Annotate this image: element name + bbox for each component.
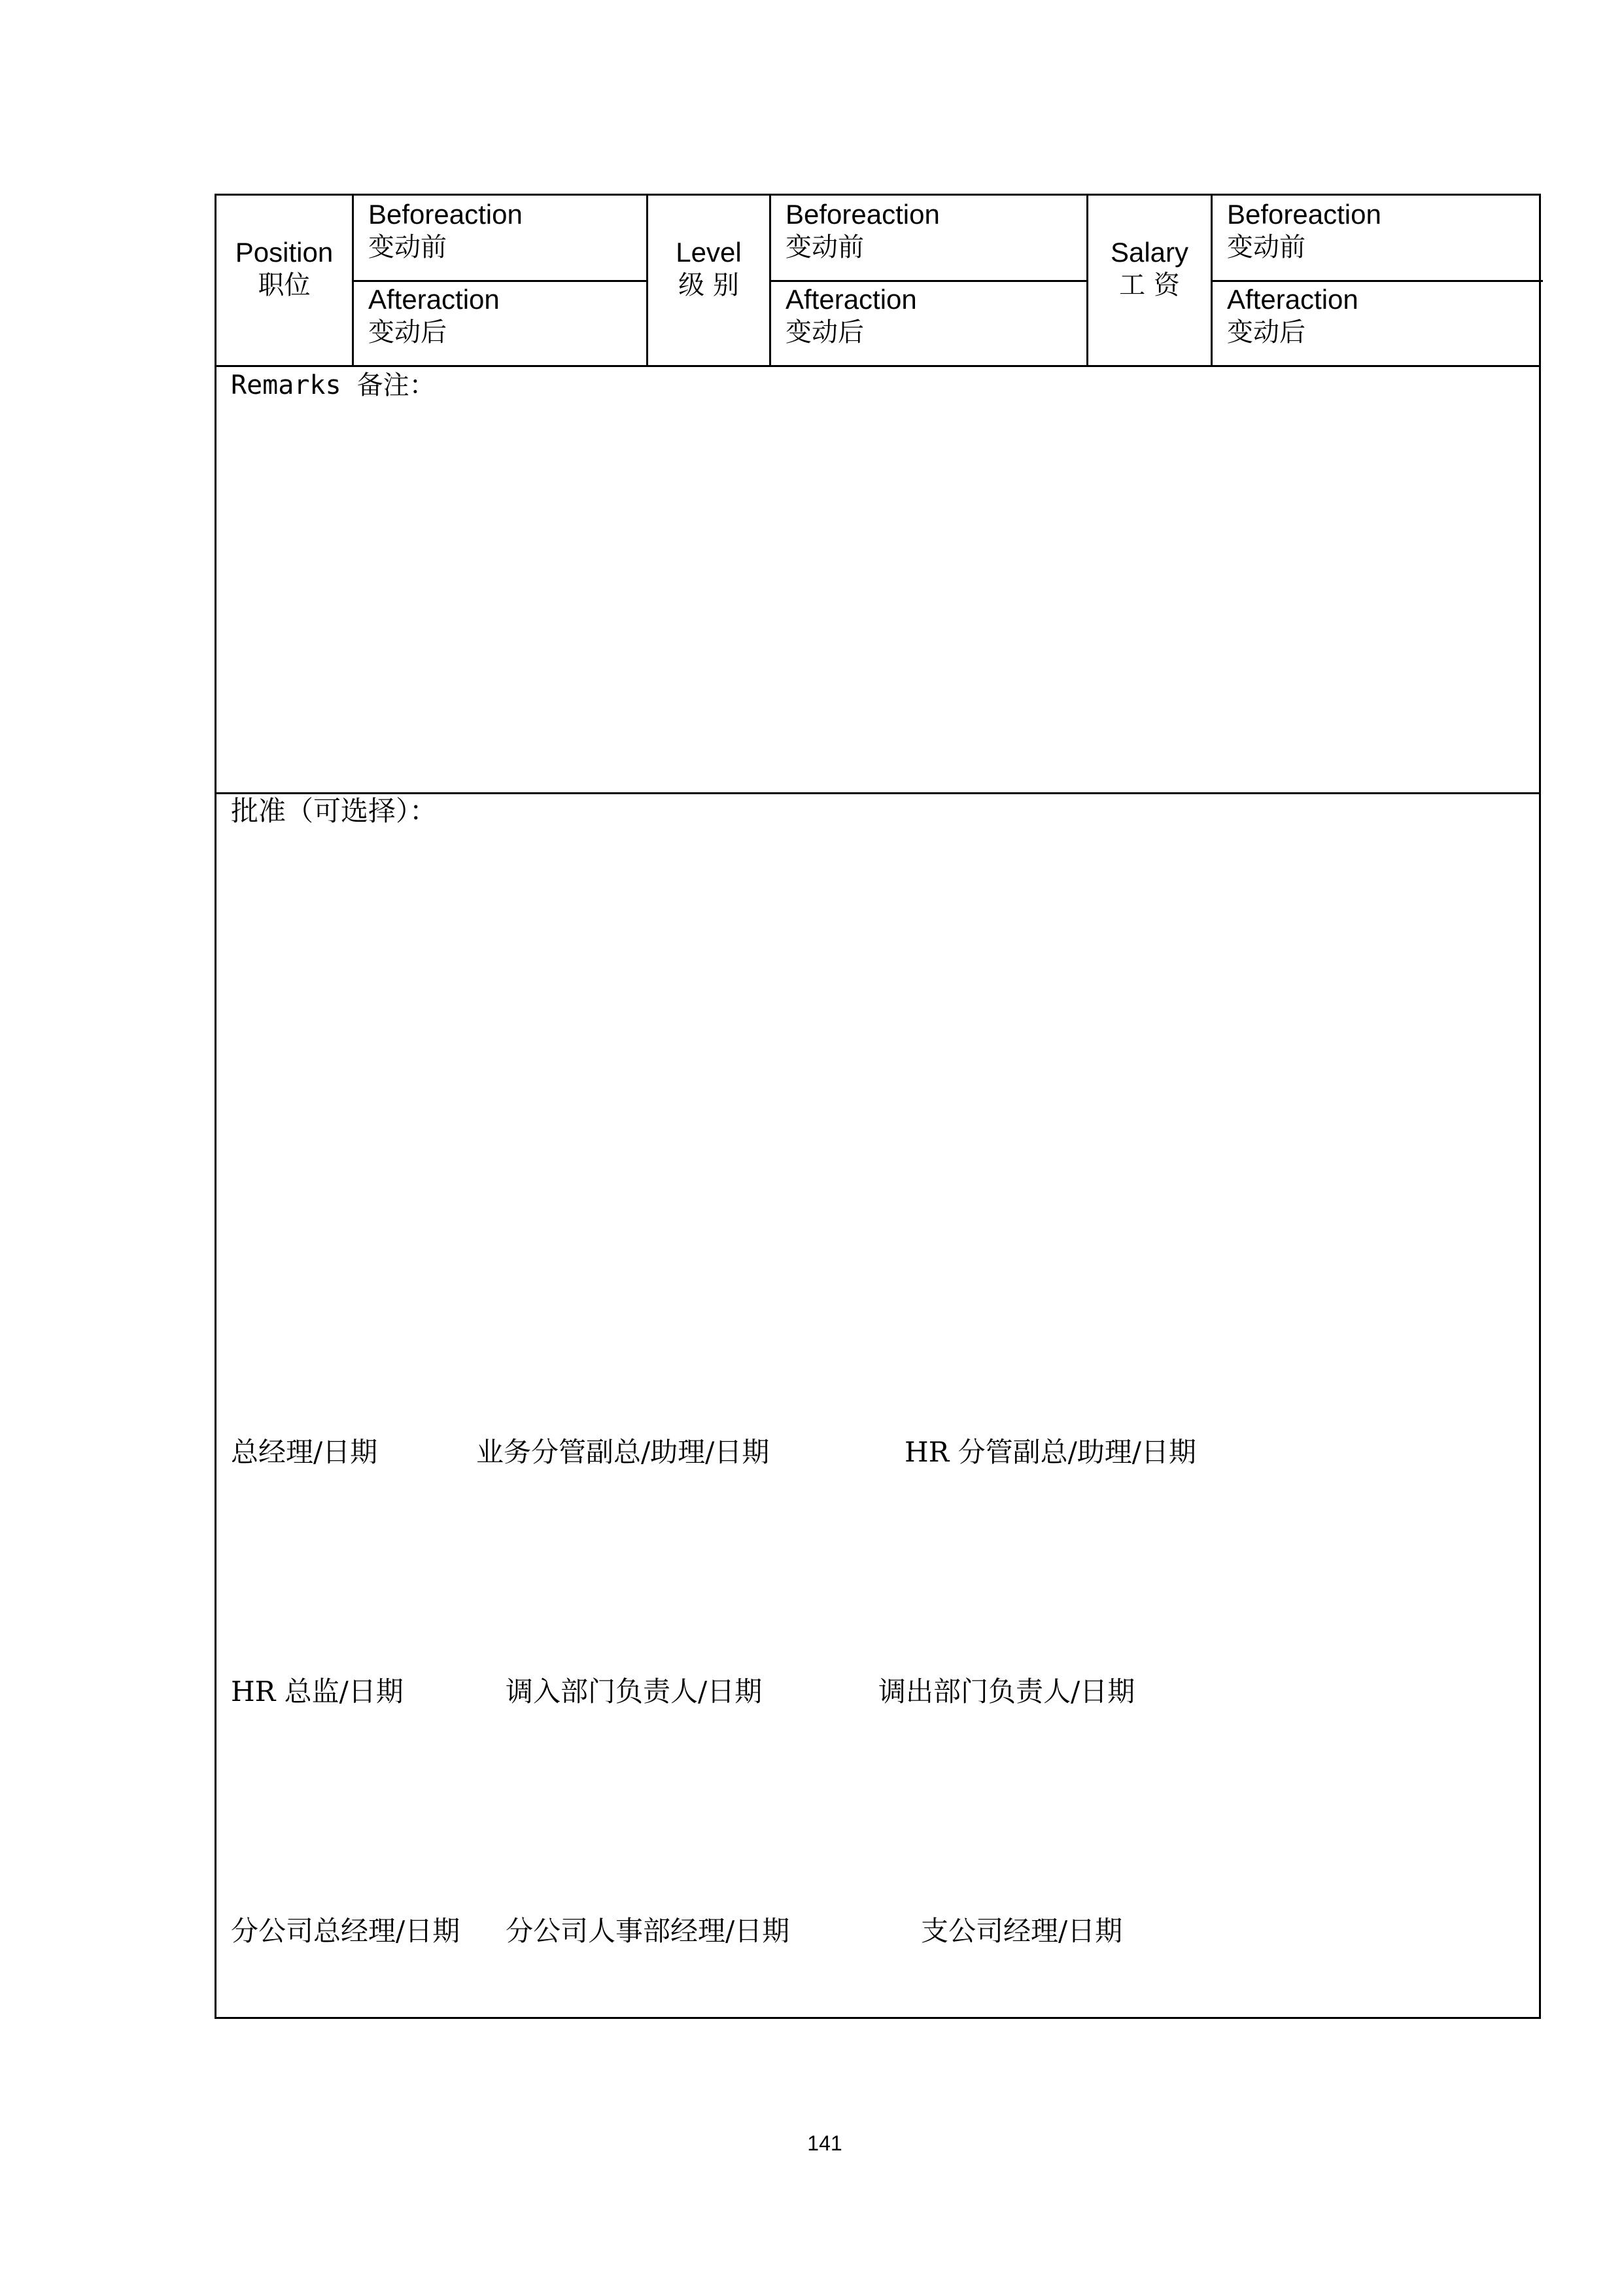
sig-releasing-dept-head[interactable]: 调出部门负责人/日期 xyxy=(878,1675,1135,1708)
position-after-cell[interactable] xyxy=(368,283,500,349)
level-label-cn: 级 别 xyxy=(678,270,739,300)
sig-receiving-dept-head[interactable]: 调入部门负责人/日期 xyxy=(506,1675,763,1708)
level-label xyxy=(648,236,769,302)
sig-hr-vp[interactable]: HR 分管副总/助理/日期 xyxy=(905,1436,1196,1468)
before-label-en: Beforeaction xyxy=(786,199,940,230)
sig-branch-gm[interactable]: 分公司总经理/日期 xyxy=(231,1915,460,1947)
salary-label xyxy=(1088,236,1211,302)
remarks-label: Remarks 备注： xyxy=(231,370,436,400)
sig-business-vp[interactable]: 业务分管副总/助理/日期 xyxy=(476,1436,770,1468)
sig-hr-director[interactable]: HR 总监/日期 xyxy=(231,1675,404,1708)
transfer-form-table xyxy=(215,194,1541,2019)
position-before-cell[interactable] xyxy=(368,198,523,264)
divider xyxy=(352,280,646,282)
salary-before-cell[interactable] xyxy=(1227,198,1381,264)
position-label xyxy=(216,236,352,302)
remarks-field[interactable] xyxy=(216,367,1541,792)
sig-sub-branch-manager[interactable]: 支公司经理/日期 xyxy=(921,1915,1123,1947)
divider xyxy=(1211,280,1543,282)
position-label-cn: 职位 xyxy=(258,270,311,300)
after-label-en: Afteraction xyxy=(786,284,917,315)
after-label-en: Afteraction xyxy=(1227,284,1358,315)
sig-branch-hr-manager[interactable]: 分公司人事部经理/日期 xyxy=(506,1915,790,1947)
salary-after-cell[interactable] xyxy=(1227,283,1358,349)
before-label-en: Beforeaction xyxy=(1227,199,1381,230)
approval-label: 批准（可选择）： xyxy=(231,795,438,827)
level-after-cell[interactable] xyxy=(786,283,917,349)
before-label-cn: 变动前 xyxy=(786,232,864,262)
after-label-cn: 变动后 xyxy=(1227,317,1305,347)
before-label-cn: 变动前 xyxy=(368,232,447,262)
divider xyxy=(769,280,1086,282)
after-label-en: Afteraction xyxy=(368,284,500,315)
after-label-cn: 变动后 xyxy=(368,317,447,347)
salary-label-cn: 工 资 xyxy=(1119,270,1180,300)
before-label-cn: 变动前 xyxy=(1227,232,1305,262)
page-number: 141 xyxy=(807,2131,842,2155)
after-label-cn: 变动后 xyxy=(786,317,864,347)
sig-general-manager[interactable]: 总经理/日期 xyxy=(231,1436,378,1468)
salary-label-en: Salary xyxy=(1110,237,1189,268)
position-label-en: Position xyxy=(235,237,334,268)
before-label-en: Beforeaction xyxy=(368,199,523,230)
level-label-en: Level xyxy=(676,237,742,268)
level-before-cell[interactable] xyxy=(786,198,940,264)
divider xyxy=(216,792,1541,794)
